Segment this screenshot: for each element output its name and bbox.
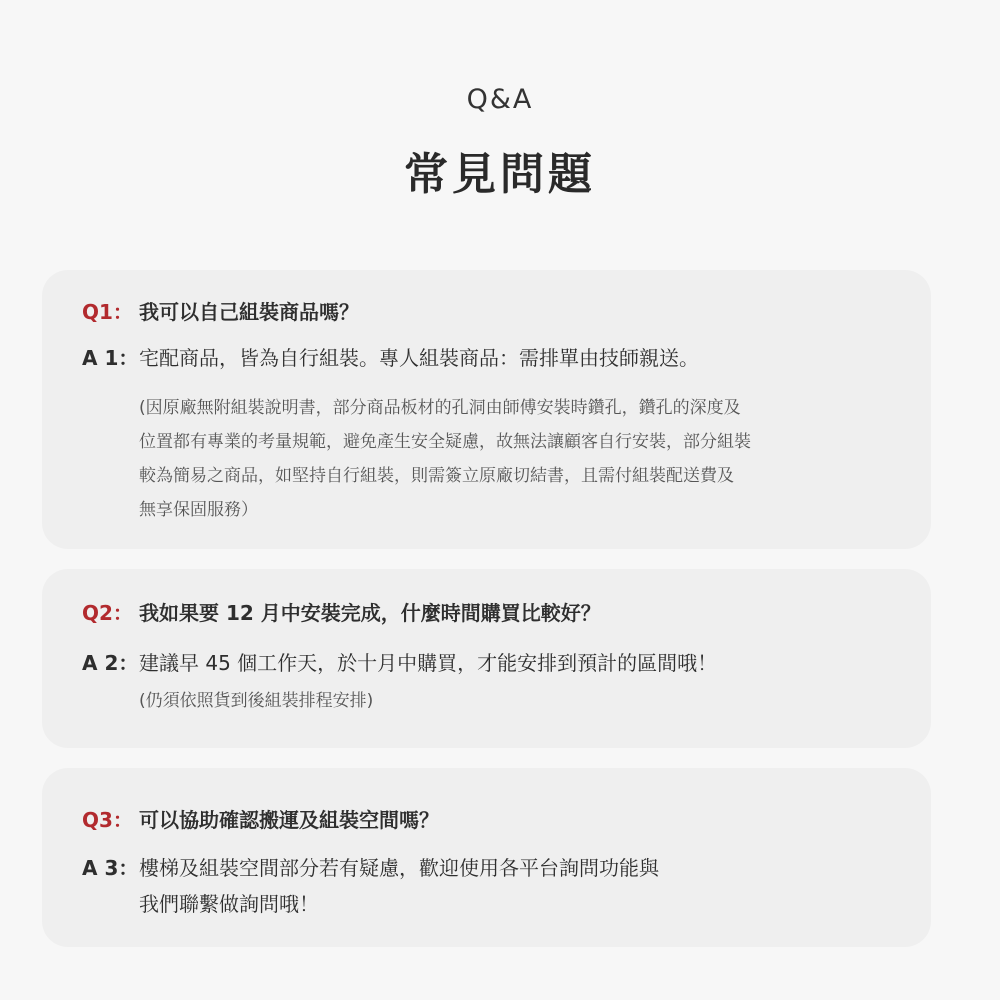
answer-label: A 2：: [82, 651, 139, 675]
faq-card-2: [42, 569, 931, 748]
question-label: Q1：: [82, 300, 133, 324]
question-text: 我可以自己組裝商品嗎？: [139, 300, 359, 324]
answer-text: 宅配商品，皆為自行組裝。專人組裝商品：需排單由技師親送。: [139, 346, 699, 370]
page-title: 常見問題: [404, 149, 596, 200]
answer-note-line: (仍須依照貨到後組裝排程安排): [139, 691, 374, 711]
question-text: 可以協助確認搬運及組裝空間嗎？: [139, 808, 439, 832]
answer-label: A 1：: [82, 346, 139, 370]
answer-text: 樓梯及組裝空間部分若有疑慮，歡迎使用各平台詢問功能與: [139, 856, 659, 880]
question-label: Q2：: [82, 601, 133, 625]
answer-note-line: 位置都有專業的考量規範，避免產生安全疑慮，故無法讓顧客自行安裝，部分組裝: [139, 432, 751, 452]
question-label: Q3：: [82, 808, 133, 832]
faq-answer-3: [82, 853, 139, 883]
question-text: 我如果要 12 月中安裝完成，什麼時間購買比較好？: [139, 601, 601, 625]
answer-label: A 3：: [82, 856, 139, 880]
faq-question-2: [82, 599, 601, 627]
answer-note-line: 較為簡易之商品，如堅持自行組裝，則需簽立原廠切結書，且需付組裝配送費及: [139, 466, 734, 486]
faq-question-1: [82, 298, 359, 326]
answer-note-line: (因原廠無附組裝說明書，部分商品板材的孔洞由師傅安裝時鑽孔，鑽孔的深度及: [139, 398, 741, 418]
faq-question-3: [82, 806, 439, 834]
section-subtitle: Q&A: [466, 84, 534, 115]
answer-note-line: 無享保固服務）: [139, 500, 258, 520]
faq-card-3: [42, 768, 931, 947]
answer-text: 我們聯繫做詢問哦！: [139, 892, 319, 916]
answer-text: 建議早 45 個工作天，於十月中購買，才能安排到預計的區間哦！: [139, 651, 718, 675]
faq-answer-2: [82, 648, 139, 678]
faq-answer-1: [82, 343, 139, 373]
faq-card-1: [42, 270, 931, 549]
